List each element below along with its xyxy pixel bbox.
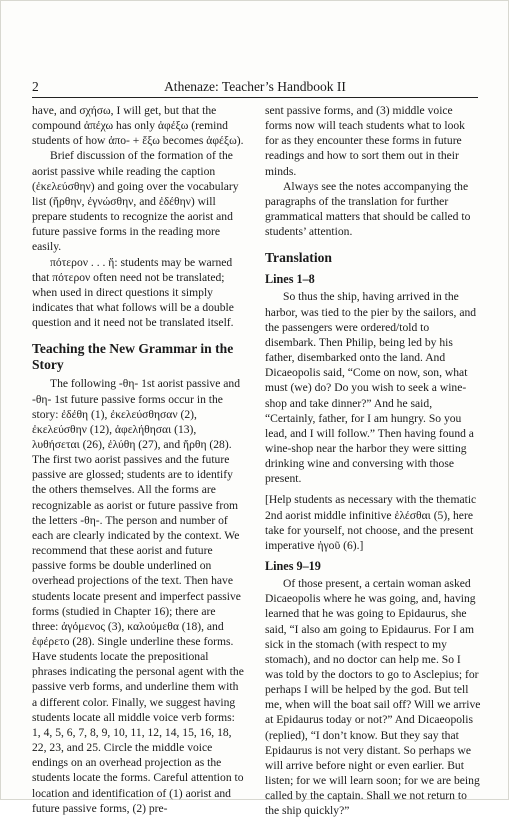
body-paragraph: πότερον . . . ἤ: students may be warned that πότερον often need not be translated; when used in direct questions it simply indicates that what follows will be a double question and it need not be translated itself. bbox=[32, 255, 234, 330]
body-paragraph: Brief discussion of the formation of the aorist passive while reading the caption (ἐκελεύσθην) and going over the vocabulary list (ἥρθην, ἐγνώσθην, and ἐδέθην) will prepare students to recognize the aorist and future passive forms in the reading more easily. bbox=[32, 149, 239, 254]
page-number: 2 bbox=[32, 79, 39, 94]
left-column bbox=[32, 103, 244, 816]
translation-paragraph: So thus the ship, having arrived in the harbor, was tied to the pier by the sailors, and the passengers were ordered/told to disembark. Then Philip, being led by his father, disembarked onto the land. And Dicaeopolis said, “Come on now, son, what must (we) do? Do you wish to seek a wine-shop and take dinner?” And he said, “Certainly, father, for I am hungry. So you lead, and I will follow.” Then having found a wine-shop near the harbor they were sitting drinking wine and conversing with those present. bbox=[265, 290, 477, 486]
body-paragraph: The following -θη- 1st aorist passive and -θη- 1st future passive forms occur in the story: ἐδέθη (1), ἐκελεύσθησαν (2), ἐκελεύσθην (12), ἀφελήθησαι (13), λυθήσεται (26), ἐλύθη (27), and ἤρθη (28). The first two aorist passives and the future passive are glossed; students are to identify the others themselves. All the forms are recognizable as aorist or future passive from the letters -θη-. The person and number of each are clearly indicated by the context. We recommend that these aorist and future passive forms be double underlined on overhead projections of the text. Then have students locate present and imperfect passive forms (studied in Chapter 16); there are three: ἀγόμενος (3), καλούμεθα (18), and ἐφέρετο (28). Single underline these forms. Have students locate the prepositional phrases indicating the personal agent with the passive verb forms, and underline them with a different color. Finally, we suggest having students locate all middle voice verb forms: 1, 4, 5, 6, 7, 8, 9, 10, 11, 12, 14, 15, 16, 18, 22, 23, and 25. Circle the middle voice endings on an overhead projection as the students locate the forms. Careful attention to location and identification of (1) aorist and future passive forms, (2) pre- bbox=[32, 377, 244, 815]
translation-paragraph: Of those present, a certain woman asked Dicaeopolis where he was going, and, having learned that he was going to Epidaurus, she said, “I also am going to Epidaurus. For I am sick in the stomach (with respect to my stomach), and no doctor can help me. So I was told by the doctors to go to Asclepius; for perhaps I will be helped by the god. But tell me, when will the boat sail off? Will we arrive at Epidaurus today or not?” And Dicaeopolis (replied), “I don’t know. But they say that Epidaurus is not very distant. So perhaps we will arrive before night or even earlier. But listen; for we will learn soon; for we are being called by the captain. Shall we not return to the ship quickly?” bbox=[265, 577, 481, 818]
section-heading: Teaching the New Grammar in the Story bbox=[32, 341, 234, 373]
header-rule bbox=[32, 97, 478, 98]
running-title: Athenaze: Teacher’s Handbook II bbox=[164, 79, 346, 94]
running-header bbox=[32, 79, 478, 97]
body-paragraph: sent passive forms, and (3) middle voice forms now will teach students what to look for as they encounter these forms in future readings and how to sort them out in their minds. bbox=[265, 104, 465, 178]
subsection-heading: Lines 9–19 bbox=[265, 559, 321, 574]
teaching-note: [Help students as necessary with the thematic 2nd aorist middle infinitive ἑλέσθαι (5), here take for yourself, not choose, and the present imperative ἡγοῦ (6).] bbox=[265, 493, 477, 552]
subsection-heading: Lines 1–8 bbox=[265, 272, 315, 287]
right-column bbox=[265, 103, 481, 819]
body-paragraph: Always see the notes accompanying the paragraphs of the translation for further grammatical matters that should be called to students’ attention. bbox=[265, 179, 471, 239]
section-heading: Translation bbox=[265, 250, 332, 266]
body-paragraph: have, and σχήσω, I will get, but that the compound ἀπέχω has only ἀφέξω (remind students of how ἀπο- + ἕξω becomes ἀφέξω). bbox=[32, 104, 244, 148]
